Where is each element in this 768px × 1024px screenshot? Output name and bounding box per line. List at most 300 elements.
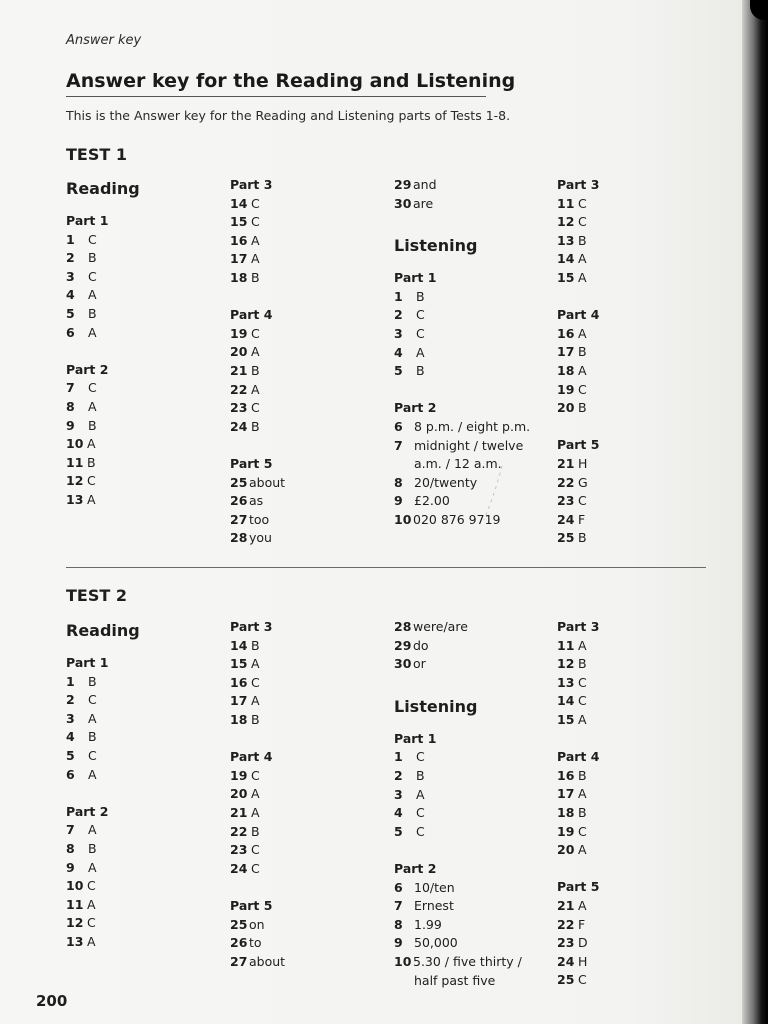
question-number: 4 xyxy=(66,287,75,303)
answer-row xyxy=(230,213,390,232)
answer-row xyxy=(230,637,390,656)
answer-text: £2.00 xyxy=(414,493,450,509)
answer-row xyxy=(66,268,226,287)
answer-row xyxy=(394,823,554,842)
answer-text: A xyxy=(87,491,96,507)
question-number: 2 xyxy=(394,767,403,783)
answer-text: C xyxy=(416,325,425,341)
question-number: 2 xyxy=(66,692,75,708)
answer-row xyxy=(394,362,554,381)
answer-text: A xyxy=(251,804,260,820)
question-number: 16 xyxy=(230,674,248,690)
answer-row xyxy=(557,232,717,251)
answer-row xyxy=(66,435,226,454)
answer-row xyxy=(557,674,717,693)
answer-text: D xyxy=(578,935,588,951)
question-number: 18 xyxy=(230,269,248,285)
answer-text: B xyxy=(578,530,587,546)
question-number: 21 xyxy=(230,362,248,378)
answer-text: C xyxy=(88,380,97,396)
answer-block xyxy=(557,878,717,990)
answer-text: B xyxy=(251,823,260,839)
test-1-listening-title: Listening xyxy=(394,236,478,256)
answer-text: C xyxy=(88,747,97,763)
answer-text: C xyxy=(578,493,587,509)
question-number: 11 xyxy=(557,637,575,653)
question-number: 5 xyxy=(66,747,75,763)
question-number: 21 xyxy=(557,455,575,471)
answer-block xyxy=(230,455,390,548)
answer-text: A xyxy=(578,325,587,341)
answer-text: C xyxy=(87,473,96,489)
answer-text: C xyxy=(578,381,587,397)
question-number: 30 xyxy=(394,195,412,211)
answer-text: half past five xyxy=(414,972,496,988)
part-heading: Part 2 xyxy=(66,803,109,819)
page-title: Answer key for the Reading and Listening xyxy=(66,70,516,92)
question-number: 1 xyxy=(394,288,403,304)
answer-text: A xyxy=(87,933,96,949)
answer-row xyxy=(557,381,717,400)
answer-row xyxy=(66,673,226,692)
answer-row xyxy=(230,269,390,288)
answer-row xyxy=(557,474,717,493)
answer-row xyxy=(230,325,390,344)
question-number: 22 xyxy=(557,916,575,932)
answer-row xyxy=(230,953,390,972)
question-number: 6 xyxy=(66,324,75,340)
answer-row xyxy=(557,897,717,916)
answer-row xyxy=(66,859,226,878)
answer-text: do xyxy=(413,637,429,653)
answer-text: A xyxy=(578,786,587,802)
question-number: 8 xyxy=(66,398,75,414)
answer-row xyxy=(230,767,390,786)
answer-text: C xyxy=(251,767,260,783)
answer-text: A xyxy=(578,269,587,285)
pencil-mark-icon xyxy=(440,450,520,530)
answer-row xyxy=(394,916,554,935)
answer-text: C xyxy=(251,195,260,211)
answer-row xyxy=(557,953,717,972)
answer-row xyxy=(66,491,226,510)
answer-text: B xyxy=(416,767,425,783)
answer-row xyxy=(230,362,390,381)
answer-row xyxy=(66,933,226,952)
answer-text: C xyxy=(578,674,587,690)
running-header: Answer key xyxy=(66,33,142,48)
question-number: 27 xyxy=(230,953,248,969)
answer-text: B xyxy=(88,840,97,856)
question-number: 29 xyxy=(394,177,412,192)
answer-text: were/are xyxy=(413,619,468,634)
question-number: 27 xyxy=(230,511,248,527)
question-number: 2 xyxy=(394,307,403,323)
answer-text: C xyxy=(251,400,260,416)
answer-text: 5.30 / five thirty / xyxy=(413,953,522,969)
answer-text: H xyxy=(578,953,588,969)
answer-text: B xyxy=(88,250,97,266)
intro-text: This is the Answer key for the Reading and Listening parts of Tests 1-8. xyxy=(66,108,511,123)
question-number: 12 xyxy=(66,473,84,489)
answer-row xyxy=(66,710,226,729)
question-number: 12 xyxy=(557,214,575,230)
question-number: 20 xyxy=(230,344,248,360)
answer-block xyxy=(230,618,390,730)
part-heading: Part 1 xyxy=(66,213,109,228)
answer-text: as xyxy=(249,493,264,509)
question-number: 15 xyxy=(557,269,575,285)
answer-block xyxy=(66,361,226,510)
answer-block xyxy=(230,748,390,878)
question-number: 20 xyxy=(557,842,575,858)
answer-text: A xyxy=(251,693,260,709)
test-2-reading-col-2 xyxy=(230,618,390,971)
answer-text: B xyxy=(87,454,96,470)
question-number: 4 xyxy=(394,805,403,821)
answer-row xyxy=(394,786,554,805)
answer-text: A xyxy=(251,232,260,248)
part-heading: Part 1 xyxy=(394,270,437,286)
answer-text: A xyxy=(88,822,97,838)
answer-row xyxy=(66,821,226,840)
answer-text: A xyxy=(87,896,96,912)
question-number: 14 xyxy=(230,637,248,653)
answer-block xyxy=(230,306,390,436)
question-number: 19 xyxy=(230,767,248,783)
answer-row xyxy=(557,711,717,730)
question-number: 6 xyxy=(66,766,75,782)
answer-row xyxy=(66,324,226,343)
part-heading: Part 3 xyxy=(230,619,273,634)
question-number: 5 xyxy=(66,305,75,321)
answer-text: C xyxy=(416,749,425,765)
answer-row xyxy=(230,511,390,530)
answer-row xyxy=(394,618,554,637)
answer-row xyxy=(230,916,390,935)
question-number: 21 xyxy=(557,897,575,913)
answer-row xyxy=(394,897,554,916)
answer-row xyxy=(66,747,226,766)
answer-row xyxy=(66,249,226,268)
answer-text: C xyxy=(578,693,587,709)
question-number: 10 xyxy=(394,511,412,527)
answer-row xyxy=(557,785,717,804)
answer-text: A xyxy=(88,287,97,303)
answer-row xyxy=(66,840,226,859)
answer-row xyxy=(66,896,226,915)
answer-block xyxy=(394,269,554,381)
question-number: 16 xyxy=(557,767,575,783)
answer-row xyxy=(66,877,226,896)
answer-text: C xyxy=(88,268,97,284)
answer-text: B xyxy=(416,363,425,379)
answer-row xyxy=(557,804,717,823)
answer-row xyxy=(557,492,717,511)
question-number: 11 xyxy=(66,454,84,470)
answer-row xyxy=(557,250,717,269)
answer-text: B xyxy=(416,288,425,304)
question-number: 28 xyxy=(230,530,248,546)
answer-row xyxy=(66,454,226,473)
answer-row xyxy=(66,472,226,491)
answer-text: A xyxy=(578,362,587,378)
question-number: 24 xyxy=(230,418,248,434)
answer-row xyxy=(394,325,554,344)
answer-text: to xyxy=(249,935,262,951)
answer-row xyxy=(230,823,390,842)
answer-text: 8 p.m. / eight p.m. xyxy=(414,418,531,434)
section-divider xyxy=(66,567,706,568)
answer-row xyxy=(394,306,554,325)
answer-text: A xyxy=(88,324,97,340)
answer-row xyxy=(557,971,717,990)
answer-text: A xyxy=(251,656,260,672)
question-number: 14 xyxy=(557,251,575,267)
answer-row xyxy=(66,379,226,398)
answer-text: or xyxy=(413,656,426,672)
answer-row xyxy=(557,213,717,232)
question-number: 17 xyxy=(230,251,248,267)
question-number: 10 xyxy=(394,953,412,969)
answer-row xyxy=(66,231,226,250)
answer-row xyxy=(557,195,717,214)
question-number: 22 xyxy=(557,474,575,490)
question-number: 25 xyxy=(230,474,248,490)
title-underline xyxy=(66,96,486,97)
answer-row xyxy=(66,728,226,747)
answer-block xyxy=(394,860,554,990)
answer-text: C xyxy=(578,195,587,211)
question-number: 13 xyxy=(66,933,84,949)
answer-row xyxy=(557,637,717,656)
question-number: 10 xyxy=(66,436,84,452)
answer-text: A xyxy=(578,711,587,727)
test-2-col-3 xyxy=(394,618,554,990)
question-number: 19 xyxy=(557,381,575,397)
answer-row xyxy=(394,934,554,953)
answer-block xyxy=(557,748,717,860)
answer-text: 50,000 xyxy=(414,935,458,951)
part-heading: Part 5 xyxy=(230,897,273,913)
question-number: 26 xyxy=(230,493,248,509)
test-2-listening-title: Listening xyxy=(394,696,478,716)
part-heading: Part 1 xyxy=(66,655,109,670)
question-number: 21 xyxy=(230,804,248,820)
answer-row xyxy=(394,344,554,363)
answer-text: A xyxy=(251,251,260,267)
answer-row xyxy=(394,655,554,674)
answer-row xyxy=(557,767,717,786)
question-number: 3 xyxy=(66,710,75,726)
answer-row xyxy=(557,511,717,530)
question-number: 17 xyxy=(557,786,575,802)
question-number: 25 xyxy=(557,530,575,546)
part-heading: Part 2 xyxy=(66,361,109,377)
question-number: 13 xyxy=(557,232,575,248)
answer-block xyxy=(394,730,554,842)
answer-row xyxy=(230,841,390,860)
answer-row xyxy=(230,860,390,879)
answer-text: 020 876 9719 xyxy=(413,511,501,527)
question-number: 16 xyxy=(230,232,248,248)
answer-row xyxy=(230,474,390,493)
page-number: 200 xyxy=(36,992,68,1010)
question-number: 6 xyxy=(394,418,403,434)
answer-row xyxy=(394,879,554,898)
answer-text: about xyxy=(249,953,286,969)
answer-row xyxy=(557,934,717,953)
question-number: 13 xyxy=(66,491,84,507)
question-number: 30 xyxy=(394,656,412,672)
part-heading: Part 2 xyxy=(394,400,437,416)
answer-text: A xyxy=(87,436,96,452)
test-1-heading: TEST 1 xyxy=(66,145,127,164)
answer-row xyxy=(66,691,226,710)
answer-text: C xyxy=(88,692,97,708)
question-number: 9 xyxy=(66,859,75,875)
question-number: 3 xyxy=(394,786,403,802)
answer-row xyxy=(230,418,390,437)
question-number: 24 xyxy=(230,860,248,876)
question-number: 23 xyxy=(557,493,575,509)
question-number: 4 xyxy=(66,729,75,745)
answer-row xyxy=(66,766,226,785)
part-heading: Part 2 xyxy=(394,860,437,876)
answer-text: B xyxy=(251,269,260,285)
question-number: 15 xyxy=(230,214,248,230)
answer-text: B xyxy=(88,729,97,745)
question-number: 25 xyxy=(557,972,575,988)
answer-row xyxy=(557,399,717,418)
part-heading: Part 5 xyxy=(557,879,600,895)
answer-block xyxy=(557,618,717,730)
question-number: 19 xyxy=(230,325,248,341)
answer-text: B xyxy=(578,400,587,416)
answer-text: are xyxy=(413,195,434,211)
answer-row xyxy=(230,343,390,362)
question-number: 7 xyxy=(394,898,403,914)
answer-row xyxy=(394,953,554,972)
answer-row xyxy=(394,288,554,307)
answer-block xyxy=(394,176,554,213)
question-number: 22 xyxy=(230,823,248,839)
part-heading: Part 5 xyxy=(230,455,273,471)
answer-row xyxy=(557,841,717,860)
question-number: 17 xyxy=(557,344,575,360)
answer-row xyxy=(230,674,390,693)
answer-row xyxy=(66,305,226,324)
test-1-listening-col-4 xyxy=(557,176,717,548)
part-heading: Part 4 xyxy=(557,307,600,323)
question-number: 24 xyxy=(557,511,575,527)
test-2-heading: TEST 2 xyxy=(66,586,127,605)
answer-block xyxy=(66,212,226,342)
answer-text: B xyxy=(251,711,260,727)
answer-text: B xyxy=(578,232,587,248)
answer-text: B xyxy=(88,417,97,433)
question-number: 17 xyxy=(230,693,248,709)
question-number: 8 xyxy=(394,474,403,490)
question-number: 6 xyxy=(394,879,403,895)
answer-row xyxy=(230,250,390,269)
answer-text: B xyxy=(251,362,260,378)
answer-row xyxy=(394,804,554,823)
answer-text: a.m. / 12 a.m. xyxy=(414,456,502,472)
answer-text: C xyxy=(578,214,587,230)
answer-row xyxy=(230,232,390,251)
answer-text: A xyxy=(578,842,587,858)
question-number: 13 xyxy=(557,674,575,690)
book-spine-shadow xyxy=(742,0,768,1024)
answer-text: A xyxy=(578,897,587,913)
question-number: 1 xyxy=(66,673,75,689)
answer-row xyxy=(557,269,717,288)
question-number: 28 xyxy=(394,619,412,634)
question-number: 7 xyxy=(394,437,403,453)
question-number: 29 xyxy=(394,637,412,653)
part-heading: Part 3 xyxy=(557,619,600,634)
answer-text: A xyxy=(578,637,587,653)
answer-text: A xyxy=(416,344,425,360)
answer-block xyxy=(66,654,226,784)
question-number: 14 xyxy=(557,693,575,709)
question-number: 9 xyxy=(394,935,403,951)
answer-text: F xyxy=(578,916,586,932)
question-number: 19 xyxy=(557,823,575,839)
answer-text: B xyxy=(578,656,587,672)
test-1-reading-col-2 xyxy=(230,176,390,548)
answer-text: 20/twenty xyxy=(414,474,478,490)
answer-text: F xyxy=(578,511,586,527)
question-number: 3 xyxy=(66,268,75,284)
answer-text: C xyxy=(251,325,260,341)
question-number: 8 xyxy=(394,916,403,932)
test-1-reading-col-1 xyxy=(66,176,226,510)
answer-row xyxy=(66,914,226,933)
answer-text: C xyxy=(578,972,587,988)
question-number: 11 xyxy=(557,195,575,211)
question-number: 3 xyxy=(394,325,403,341)
answer-text: C xyxy=(251,842,260,858)
question-number: 12 xyxy=(66,915,84,931)
answer-block xyxy=(66,803,226,952)
question-number: 1 xyxy=(66,231,75,247)
question-number: 23 xyxy=(557,935,575,951)
answer-row xyxy=(66,417,226,436)
answer-text: C xyxy=(251,860,260,876)
answer-row xyxy=(230,934,390,953)
answer-row xyxy=(557,362,717,381)
question-number: 23 xyxy=(230,400,248,416)
answer-text: C xyxy=(416,307,425,323)
answer-text: C xyxy=(251,214,260,230)
answer-block xyxy=(557,306,717,418)
answer-row xyxy=(230,492,390,511)
part-heading: Part 4 xyxy=(230,749,273,765)
question-number: 7 xyxy=(66,822,75,838)
answer-block xyxy=(557,176,717,288)
question-number: 5 xyxy=(394,363,403,379)
answer-row xyxy=(230,655,390,674)
question-number: 25 xyxy=(230,916,248,932)
part-heading: Part 3 xyxy=(230,177,273,192)
question-number: 8 xyxy=(66,840,75,856)
question-number: 26 xyxy=(230,935,248,951)
question-number: 14 xyxy=(230,195,248,211)
answer-row xyxy=(557,343,717,362)
answer-text: A xyxy=(251,344,260,360)
